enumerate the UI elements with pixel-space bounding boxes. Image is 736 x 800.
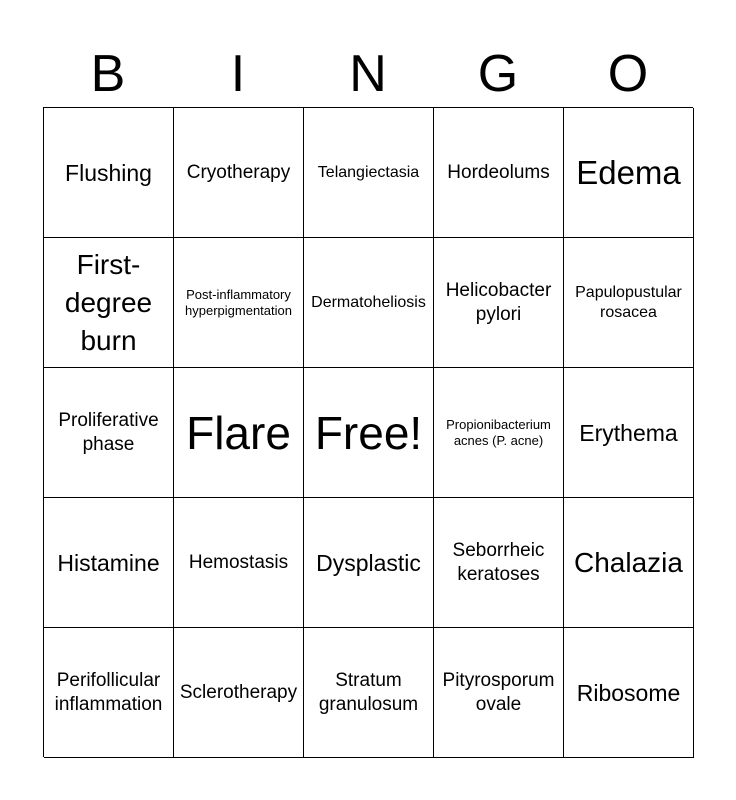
bingo-cell[interactable]: Erythema: [564, 368, 694, 498]
bingo-header: [43, 40, 693, 108]
free-space[interactable]: Free!: [304, 368, 434, 498]
bingo-cell[interactable]: Flare: [174, 368, 304, 498]
bingo-cell[interactable]: Histamine: [44, 498, 174, 628]
bingo-cell[interactable]: Ribosome: [564, 628, 694, 758]
header-letter-o: O: [607, 45, 649, 103]
bingo-cell[interactable]: Pityrosporum ovale: [434, 628, 564, 758]
bingo-cell[interactable]: Chalazia: [564, 498, 694, 628]
bingo-cell[interactable]: Helicobacter pylori: [434, 238, 564, 368]
bingo-cell[interactable]: Dermatoheliosis: [304, 238, 434, 368]
bingo-cell[interactable]: Hemostasis: [174, 498, 304, 628]
bingo-cell[interactable]: Hordeolums: [434, 108, 564, 238]
bingo-cell[interactable]: Propionibacterium acnes (P. acne): [434, 368, 564, 498]
bingo-cell[interactable]: First-degree burn: [44, 238, 174, 368]
bingo-cell[interactable]: Flushing: [44, 108, 174, 238]
bingo-cell[interactable]: Edema: [564, 108, 694, 238]
bingo-cell[interactable]: Seborrheic keratoses: [434, 498, 564, 628]
bingo-cell[interactable]: Post-inflammatory hyperpigmentation: [174, 238, 304, 368]
bingo-board: [43, 107, 693, 757]
bingo-cell[interactable]: Perifollicular inflammation: [44, 628, 174, 758]
header-letter-i: I: [230, 45, 246, 103]
bingo-cell[interactable]: Telangiectasia: [304, 108, 434, 238]
bingo-cell[interactable]: Papulopustular rosacea: [564, 238, 694, 368]
bingo-cell[interactable]: Proliferative phase: [44, 368, 174, 498]
header-letter-n: N: [349, 45, 387, 103]
bingo-cell[interactable]: Dysplastic: [304, 498, 434, 628]
bingo-cell[interactable]: Cryotherapy: [174, 108, 304, 238]
header-letter-b: B: [90, 45, 126, 103]
header-letter-g: G: [477, 45, 519, 103]
bingo-cell[interactable]: Sclerotherapy: [174, 628, 304, 758]
bingo-cell[interactable]: Stratum granulosum: [304, 628, 434, 758]
